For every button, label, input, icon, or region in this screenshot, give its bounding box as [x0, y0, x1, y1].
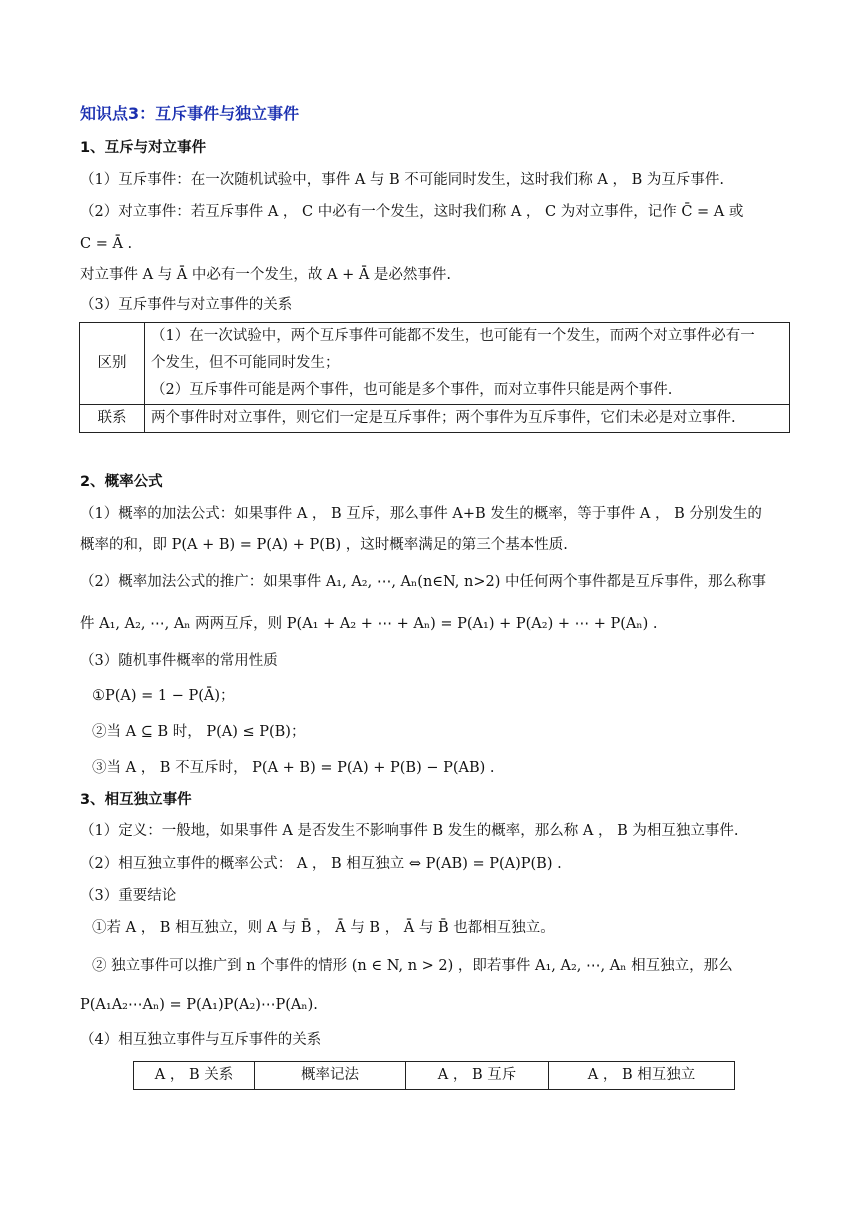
text-line: （2）相互独立事件的概率公式： A ， B 相互独立 ⇔ P(AB) = P(A)P(B) . [80, 856, 562, 872]
table-header-exclusive: A ， B 互斥 [406, 1062, 549, 1090]
text-line: 概率的和，即 P(A + B) = P(A) + P(B) ，这时概率满足的第三个基本性质. [80, 537, 568, 553]
table-label-connection: 联系 [80, 405, 145, 433]
text-line: （3）互斥事件与对立事件的关系 [80, 297, 293, 313]
formula-line: P(A₁A₂⋯Aₙ) = P(A₁)P(A₂)⋯P(Aₙ). [80, 997, 318, 1013]
table-cell-text: （1）在一次试验中，两个互斥事件可能都不发生，也可能有一个发生，而两个对立事件必有一 [151, 328, 755, 344]
text-line: C = Ā . [80, 236, 133, 252]
table-header-relation: A ， B 关系 [134, 1062, 255, 1090]
table-header-notation: 概率记法 [255, 1062, 406, 1090]
text-line: （3）随机事件概率的常用性质 [80, 653, 278, 669]
table-cell-text: （2）互斥事件可能是两个事件，也可能是多个事件，而对立事件只能是两个事件. [151, 382, 673, 398]
property-2: ②当 A ⊆ B 时， P(A) ≤ P(B)； [92, 724, 306, 740]
conclusion-1: ①若 A ， B 相互独立，则 A 与 B̄ ， Ā 与 B ， Ā 与 B̄ 也都相互独立。 [92, 920, 555, 936]
text-line: （2）对立事件：若互斥事件 A ， C 中必有一个发生，这时我们称 A ， C 为对立事件，记作 C̄ = A 或 [80, 204, 744, 220]
text-line: （4）相互独立事件与互斥事件的关系 [80, 1032, 322, 1048]
heading-mutually-exclusive: 1、互斥与对立事件 [80, 140, 207, 156]
property-1: ①P(A) = 1 − P(Ā)； [92, 688, 235, 704]
table-header-independent: A ， B 相互独立 [549, 1062, 735, 1090]
text-line: （1）概率的加法公式：如果事件 A ， B 互斥，那么事件 A+B 发生的概率，等于事件 A ， B 分别发生的 [80, 506, 762, 522]
text-line: （3）重要结论 [80, 888, 177, 904]
heading-independent-events: 3、相互独立事件 [80, 792, 192, 808]
table-cell-difference [145, 323, 790, 405]
text-line: （2）概率加法公式的推广：如果事件 A₁, A₂, ⋯, Aₙ(n∈N, n>2) 中任何两个事件都是互斥事件，那么称事 [80, 574, 766, 590]
table-label-difference: 区别 [80, 323, 145, 405]
table-cell-connection: 两个事件时对立事件，则它们一定是互斥事件；两个事件为互斥事件，它们未必是对立事件. [145, 405, 790, 433]
text-line: （1）定义：一般地，如果事件 A 是否发生不影响事件 B 发生的概率，那么称 A ， B 为相互独立事件. [80, 823, 739, 839]
relation-table-2 [133, 1061, 735, 1090]
text-line: 对立事件 A 与 Ā 中必有一个发生，故 A + Ā 是必然事件. [80, 267, 452, 283]
table-cell-text: 个发生，但不可能同时发生； [151, 355, 340, 371]
heading-probability-formula: 2、概率公式 [80, 474, 163, 490]
text-line: 件 A₁, A₂, ⋯, Aₙ 两两互斥，则 P(A₁ + A₂ + ⋯ + Aₙ) = P(A₁) + P(A₂) + ⋯ + P(Aₙ) . [80, 616, 658, 632]
section-title: 知识点3：互斥事件与独立事件 [80, 104, 300, 123]
property-3: ③当 A ， B 不互斥时， P(A + B) = P(A) + P(B) − P(AB) . [92, 760, 495, 776]
conclusion-2: ② 独立事件可以推广到 n 个事件的情形 (n ∈ N, n > 2) ，即若事件 A₁, A₂, ⋯, Aₙ 相互独立，那么 [92, 958, 733, 974]
text-line: （1）互斥事件：在一次随机试验中，事件 A 与 B 不可能同时发生，这时我们称 A ， B 为互斥事件. [80, 172, 724, 188]
relation-table-1 [79, 322, 790, 433]
